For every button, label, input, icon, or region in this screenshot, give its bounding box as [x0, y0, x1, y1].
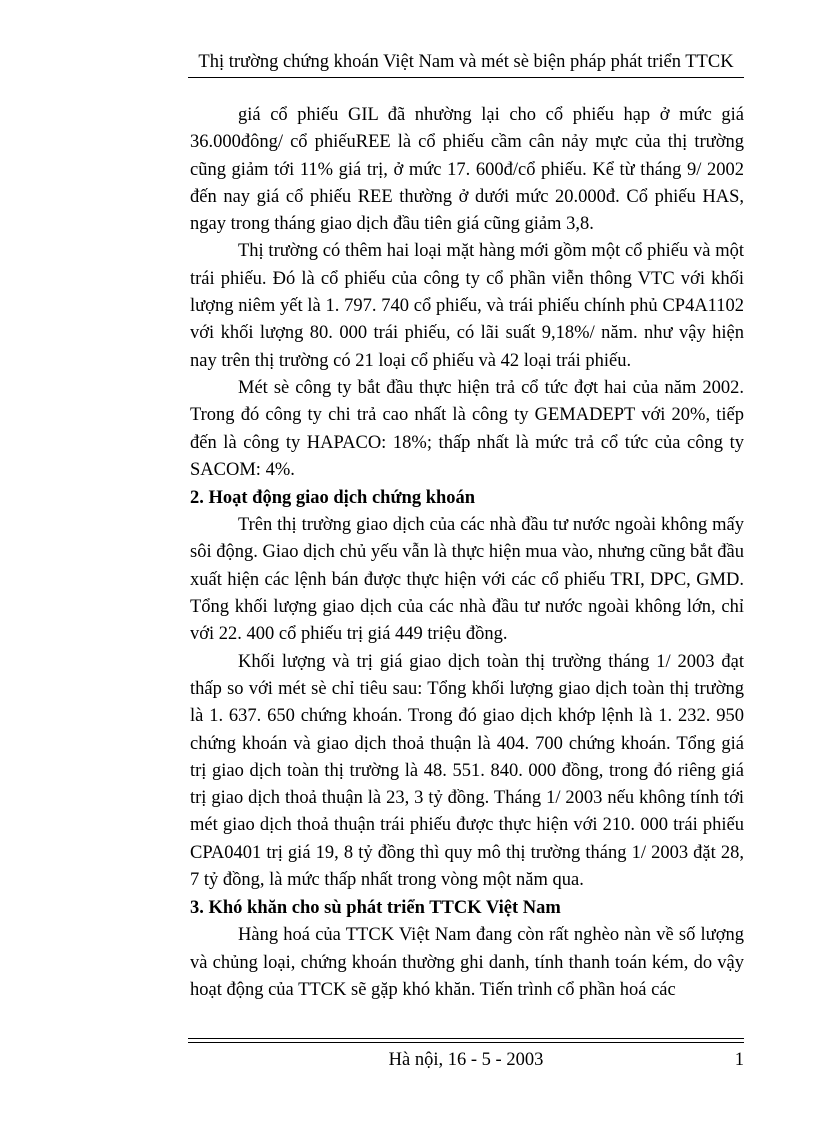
- footer-rule-top: [188, 1038, 744, 1039]
- paragraph: giá cổ phiếu GIL đã nhường lại cho cổ phiếu hạp ở mức giá 36.000đông/ cổ phiếuREE là cổ phiếu cầm cân nảy mực của thị trường cũng giảm tới 11% giá trị, ở mức 17. 600đ/cổ phiếu. Kể từ tháng 9/ 2002 đến nay giá cổ phiếu REE thường ở dưới mức 20.000đ. Cổ phiếu HAS, ngay trong tháng giao dịch đầu tiên giá cũng giảm 3,8.: [190, 105, 744, 235]
- page-number: 1: [734, 1050, 744, 1070]
- paragraph: Mét sè công ty bắt đầu thực hiện trả cổ tức đợt hai của năm 2002. Trong đó công ty chi trả cao nhất là công ty GEMADEPT với 20%, tiếp đến là công ty HAPACO: 18%; thấp nhất là mức trả cổ tức của công ty SACOM: 4%.: [190, 377, 744, 480]
- section-heading: 3. Khó khăn cho sù phát triển TTCK Việt Nam: [190, 898, 561, 919]
- page-header-title: Thị trường chứng khoán Việt Nam và mét sè biện pháp phát triển TTCK: [198, 52, 734, 72]
- paragraph: Khối lượng và trị giá giao dịch toàn thị trường tháng 1/ 2003 đạt thấp so với mét sè chỉ tiêu sau: Tổng khối lượng giao dịch toàn thị trường là 1. 637. 650 chứng khoán. Trong đó giao dịch khớp lệnh là 1. 232. 950 chứng khoán và giao dịch thoả thuận là 404. 700 chứng khoán. Tổng giá trị giao dịch toàn thị trường là 48. 551. 840. 000 đồng, trong đó riêng giá trị giao dịch thoả thuận là 23, 3 tỷ đồng. Tháng 1/ 2003 nếu không tính tới mét giao dịch thoả thuận trái phiếu được thực hiện với 210. 000 trái phiếu CPA0401 trị giá 19, 8 tỷ đồng thì quy mô thị trường tháng 1/ 2003 đặt 28, 7 tỷ đồng, là mức thấp nhất trong vòng một năm qua.: [190, 651, 744, 891]
- footer-rule-bottom: [188, 1042, 744, 1043]
- document-body: [190, 102, 744, 1004]
- section-heading: 2. Hoạt động giao dịch chứng khoán: [190, 488, 476, 509]
- paragraph: Trên thị trường giao dịch của các nhà đầu tư nước ngoài không mấy sôi động. Giao dịch chủ yếu vẫn là thực hiện mua vào, nhưng cũng bắt đầu xuất hiện các lệnh bán được thực hiện với các cổ phiếu TRI, DPC, GMD. Tổng khối lượng giao dịch của các nhà đầu tư nước ngoài không lớn, chỉ với 22. 400 cổ phiếu trị giá 449 triệu đồng.: [190, 515, 744, 645]
- paragraph: Thị trường có thêm hai loại mặt hàng mới gồm một cổ phiếu và một trái phiếu. Đó là cổ phiếu của công ty cổ phần viễn thông VTC với khối lượng niêm yết là 1. 797. 740 cổ phiếu, và trái phiếu chính phủ CP4A1102 với khối lượng 80. 000 trái phiếu, có lãi suất 9,18%/ năm. như vậy hiện nay trên thị trường có 21 loại cổ phiếu và 42 loại trái phiếu.: [190, 241, 744, 371]
- paragraph: Hàng hoá của TTCK Việt Nam đang còn rất nghèo nàn về số lượng và chủng loại, chứng khoán thường ghi danh, tính thanh toán kém, do vậy hoạt động của TTCK sẽ gặp khó khăn. Tiến trình cổ phần hoá các: [190, 925, 744, 1000]
- footer-place-date: Hà nội, 16 - 5 - 2003: [388, 1050, 544, 1070]
- header-rule: [188, 77, 744, 78]
